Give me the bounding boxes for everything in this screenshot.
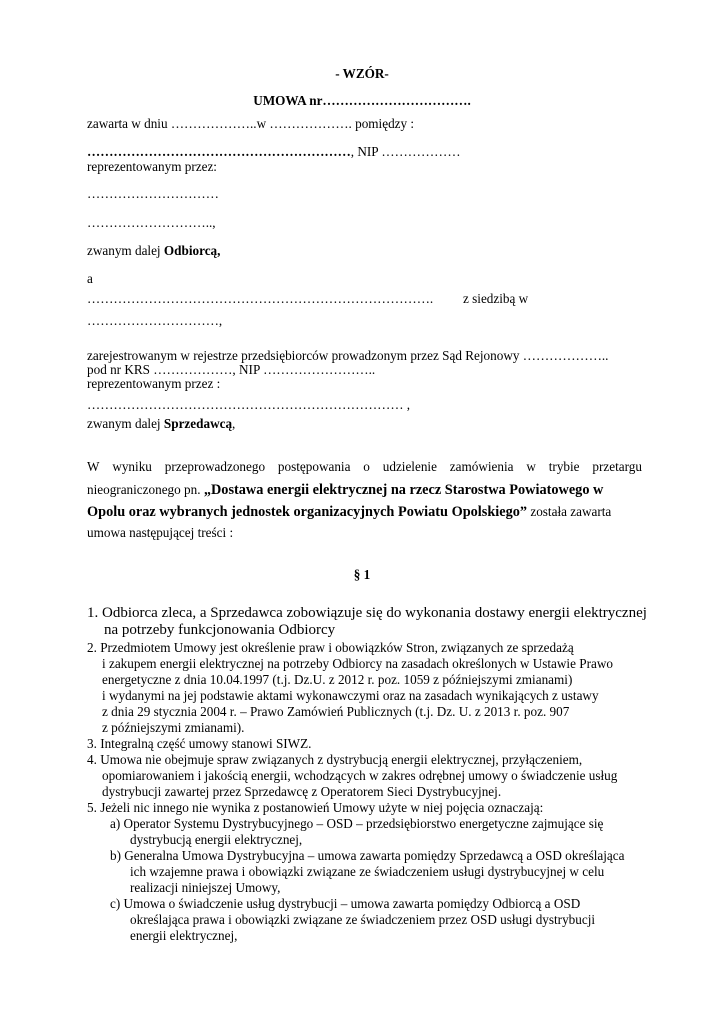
intro-word: w [526,459,536,474]
seller-a: a [87,271,93,286]
item-c-line: określająca prawa i obowiązki związane ze świadczeniem przez OSD usługi dystrybucji [130,912,596,927]
seller-seat-label: z siedzibą w [463,291,529,306]
item-c-line: c) Umowa o świadczenie usług dystrybucji – umowa zawarta pomiędzy Odbiorcą a OSD [110,896,581,911]
item-b-line: b) Generalna Umowa Dystrybucyjna – umowa zawarta pomiędzy Sprzedawcą a OSD określająca [110,848,625,863]
intro-word: zamówienia [449,459,514,474]
item-b-line: ich wzajemne prawa i obowiązki związane ze świadczeniem usługi dystrybucyjnej w celu [130,864,605,879]
seller-rep-dots: ……………………………………………………………… , [87,397,411,412]
point-2-line: i zakupem energii elektrycznej na potrzeby Odbiorcy na zasadach określonych w Ustawie Prawo [102,656,613,671]
point-2-line: 2. Przedmiotem Umowy jest określenie praw i obowiązków Stron, związanych ze sprzedażą [87,640,574,655]
item-c-line: energii elektrycznej, [130,928,238,943]
intro-word: postępowania [277,459,351,474]
point-5-line: 5. Jeżeli nic innego nie wynika z postanowień Umowy użyte w niej pojęcia oznaczają: [87,800,544,815]
seller-called-name: Sprzedawcą [163,416,233,431]
buyer-called-name: Odbiorcą, [163,243,221,258]
intro-word: przeprowadzonego [164,459,266,474]
point-2-line: z późniejszymi zmianami). [102,720,245,735]
point-1-line-2: na potrzeby funkcjonowania Odbiorcy [104,622,336,638]
intro-line-3 [87,504,611,520]
intro-line-2 [87,482,603,498]
intro-word: o [363,459,370,474]
seller-called-suffix: , [232,416,236,431]
point-4-line: opomiarowaniem i jakością energii, wchodzących w zakres odrębnej umowy o świadczenie usług [102,768,618,783]
seller-name-dots: ……………………………………………………………………. [87,291,434,306]
buyer-rep-dots-1: ………………………… [87,186,219,201]
buyer-represented-by: reprezentowanym przez: [87,159,217,174]
point-1-line-1: 1. Odbiorca zleca, a Sprzedawca zobowiązuje się do wykonania dostawy energii elektrycznej [87,605,647,621]
seller-registered-line: zarejestrowanym w rejestrze przedsiębiorców prowadzonym przez Sąd Rejonowy ……………….. [87,348,609,363]
point-4-line: dystrybucji zawartej przez Sprzedawcę z Operatorem Sieci Dystrybucyjnej. [102,784,502,799]
contract-title: UMOWA nr……………………………. [253,93,471,108]
buyer-rep-dots-2: ……………………….., [87,215,216,230]
seller-called-line [87,416,235,432]
buyer-nip: , NIP ……………… [350,144,461,159]
intro-prefix: nieograniczonego pn. [87,482,204,497]
intro-word: W [87,459,100,474]
seller-called-prefix: zwanym dalej [87,416,164,431]
buyer-name-dots: …………………………………………………… [87,144,351,159]
point-2-line: z dnia 29 stycznia 2004 r. – Prawo Zamówień Publicznych (t.j. Dz. U. z 2013 r. poz. 907 [102,704,570,719]
intro-word: udzielenie [382,459,437,474]
seller-krs-line: pod nr KRS ………………, NIP …………………….. [87,362,376,377]
section-heading: § 1 [353,567,371,582]
point-2-line: i wydanymi na jej podstawie aktami wykonawczymi oraz na zasadach wynikających z ustawy [102,688,599,703]
intro-word: wyniku [112,459,152,474]
concluded-line: zawarta w dniu ………………..w ………………. pomiędzy : [87,116,415,131]
point-3-line: 3. Integralną część umowy stanowi SIWZ. [87,736,312,751]
seller-seat-dots: …………………………, [87,313,223,328]
tender-name-part-2: Opolu oraz wybranych jednostek organizacyjnych Powiatu Opolskiego” [87,504,528,520]
buyer-called-prefix: zwanym dalej [87,243,164,258]
intro-line-1 [87,459,642,475]
buyer-name-line [87,144,461,160]
intro-word: przetargu [592,459,642,474]
point-4-line: 4. Umowa nie obejmuje spraw związanych z dystrybucją energii elektrycznej, przyłączeniem, [87,752,583,767]
item-a-line: a) Operator Systemu Dystrybucyjnego – OSD – przedsiębiorstwo energetyczne zajmujące się [110,816,604,831]
intro-line-4: umowa następującej treści : [87,525,234,540]
wzor-label: - WZÓR- [335,66,389,81]
item-a-line: dystrybucją energii elektrycznej, [130,832,303,847]
item-b-line: realizacji niniejszej Umowy, [130,880,281,895]
intro-suffix: została zawarta [527,504,612,519]
buyer-called-line [87,243,220,259]
intro-word: trybie [548,459,580,474]
tender-name-part-1: „Dostawa energii elektrycznej na rzecz Starostwa Powiatowego w [203,482,604,498]
point-2-line: energetyczne z dnia 10.04.1997 (t.j. Dz.U. z 2012 r. poz. 1059 z późniejszymi zmianami) [102,672,573,687]
seller-represented-by: reprezentowanym przez : [87,376,221,391]
